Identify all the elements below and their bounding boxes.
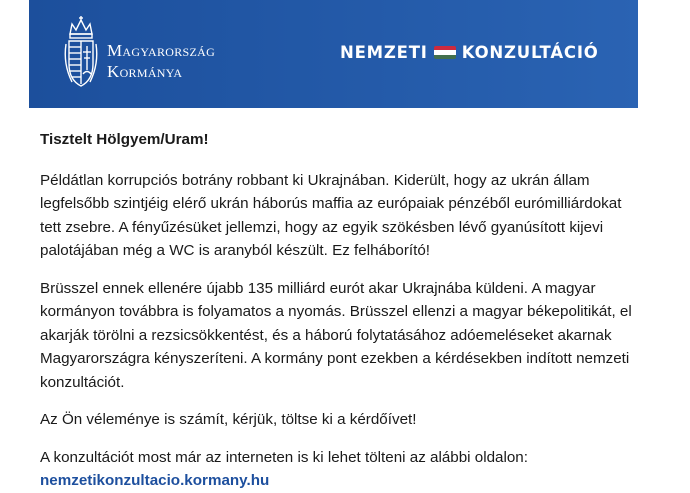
consultation-link[interactable]: nemzetikonzultacio.kormany.hu bbox=[40, 472, 270, 489]
letter-body bbox=[40, 128, 640, 493]
consultation-title bbox=[340, 43, 599, 62]
header-banner bbox=[29, 0, 638, 108]
gov-name-line1: Magyarország bbox=[107, 41, 216, 60]
paragraph-4 bbox=[40, 446, 640, 493]
gov-name-line2: Kormánya bbox=[107, 62, 183, 81]
consult-title-right: KONZULTÁCIÓ bbox=[461, 43, 599, 62]
consult-title-left: NEMZETI bbox=[340, 43, 428, 62]
hungarian-flag-icon bbox=[434, 46, 456, 59]
paragraph-4-text: A konzultációt most már az interneten is ki lehet tölteni az alábbi oldalon: bbox=[40, 448, 528, 466]
government-name bbox=[107, 40, 215, 82]
salutation: Tisztelt Hölgyem/Uram! bbox=[40, 131, 209, 148]
paragraph-3: Az Ön véleménye is számít, kérjük, töltse ki a kérdőívet! bbox=[40, 411, 417, 428]
paragraph-2: Brüsszel ennek ellenére újabb 135 milliárd eurót akar Ukrajnába küldeni. A magyar kormányon továbbra is folyamatos a nyomás. Brüsszel ellenzi a magyar békepolitikát, el akarják törölni a rezsicsökkentést, és a háború folytatásához adóemeléseket akarnak Magyarországra kényszeríteni. A kormány pont ezekben a kérdésekben indított nemzeti konzultációt. bbox=[40, 279, 632, 391]
paragraph-1: Példátlan korrupciós botrány robbant ki Ukrajnában. Kiderült, hogy az ukrán állam legfelsőbb szintjéig elérő ukrán háborús maffia az európaiak pénzéből eurómilliárdokat tett zsebre. A fényűzésüket jellemzi, hogy az egyik szökésben lévő gyanúsított kijevi palotájában még a WC is aranyból készült. Ez felháborító! bbox=[40, 171, 622, 259]
coat-of-arms-icon bbox=[62, 14, 100, 90]
